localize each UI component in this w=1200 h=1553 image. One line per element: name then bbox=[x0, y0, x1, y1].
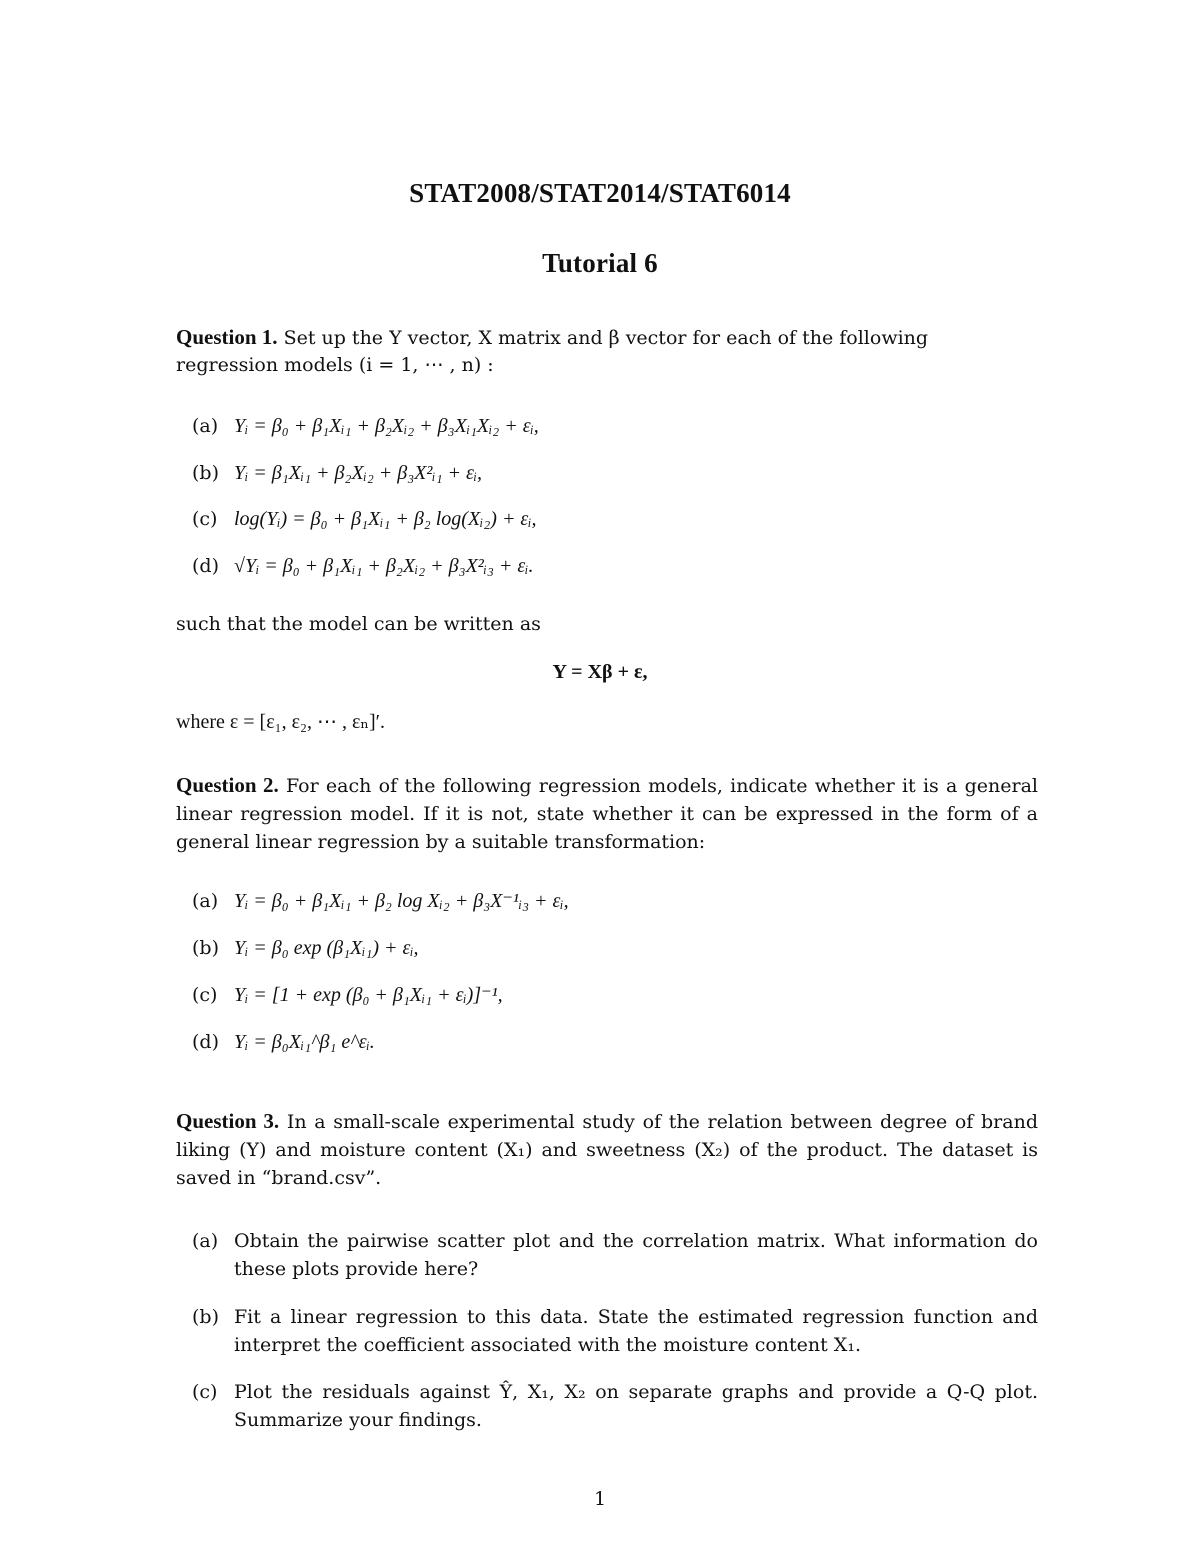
q1-intro bbox=[176, 323, 928, 352]
q1-item-b-label: (b) bbox=[192, 462, 219, 484]
q2-item-d bbox=[192, 1028, 375, 1056]
q2-paragraph bbox=[176, 771, 1038, 856]
q3-paragraph bbox=[176, 1107, 1038, 1192]
q2-item-a bbox=[192, 887, 569, 915]
q1-item-a bbox=[192, 412, 539, 440]
course-title: STAT2008/STAT2014/STAT6014 bbox=[409, 178, 791, 208]
q2-item-d-eq: Yᵢ = β₀Xᵢ₁^β₁ e^εᵢ. bbox=[234, 1031, 375, 1053]
q1-item-c-eq: log(Yᵢ) = β₀ + β₁Xᵢ₁ + β₂ log(Xᵢ₂) + εᵢ, bbox=[234, 508, 537, 530]
q2-item-d-label: (d) bbox=[192, 1031, 219, 1053]
q2-label: Question 2. bbox=[176, 773, 279, 797]
q3-item-a-label: (a) bbox=[192, 1230, 219, 1252]
q1-label: Question 1. bbox=[176, 325, 278, 349]
q2-item-c-eq: Yᵢ = [1 + exp (β₀ + β₁Xᵢ₁ + εᵢ)]⁻¹, bbox=[234, 984, 503, 1006]
q2-text: For each of the following regression models, indicate whether it is a general linear regression model. If it is not, state whether it can be expressed in the form of a general linear regression by a suitable transformation: bbox=[176, 775, 1038, 853]
q3-item-b-label: (b) bbox=[192, 1306, 219, 1328]
q1-item-b-eq: Yᵢ = β₁Xᵢ₁ + β₂Xᵢ₂ + β₃X²ᵢ₁ + εᵢ, bbox=[234, 462, 483, 484]
q1-item-b bbox=[192, 459, 482, 487]
q2-item-a-label: (a) bbox=[192, 890, 219, 912]
q2-item-b-label: (b) bbox=[192, 937, 219, 959]
q3-label: Question 3. bbox=[176, 1109, 280, 1133]
q3-item-a-text: Obtain the pairwise scatter plot and the correlation matrix. What information do these plots provide here? bbox=[234, 1230, 1038, 1280]
q3-text: In a small-scale experimental study of the relation between degree of brand liking (Y) and moisture content (X₁) and sweetness (X₂) of the product. The dataset is saved in “brand.csv”. bbox=[176, 1111, 1038, 1189]
q1-where: where ε = [ε₁, ε₂, ⋯ , εₙ]′. bbox=[176, 711, 386, 733]
q1-model-equation: Y = Xβ + ε, bbox=[552, 661, 648, 683]
q3-item-c-text: Plot the residuals against Ŷ, X₁, X₂ on separate graphs and provide a Q-Q plot. Summarize your findings. bbox=[234, 1381, 1038, 1431]
q1-item-a-label: (a) bbox=[192, 415, 219, 437]
q3-item-b-text: Fit a linear regression to this data. State the estimated regression function and interpret the coefficient associated with the moisture content X₁. bbox=[234, 1306, 1038, 1356]
q1-item-d bbox=[192, 552, 533, 580]
q2-item-c-label: (c) bbox=[192, 984, 218, 1006]
q3-item-c bbox=[192, 1378, 1038, 1434]
tutorial-title: Tutorial 6 bbox=[542, 248, 658, 278]
page-number: 1 bbox=[593, 1488, 607, 1510]
q3-item-b bbox=[192, 1303, 1038, 1359]
q2-item-c bbox=[192, 981, 503, 1009]
q1-intro-line2: regression models (i = 1, ⋯ , n) : bbox=[176, 354, 494, 376]
q1-item-d-eq: √Yᵢ = β₀ + β₁Xᵢ₁ + β₂Xᵢ₂ + β₃X²ᵢ₃ + εᵢ. bbox=[234, 555, 534, 577]
q2-item-b-eq: Yᵢ = β₀ exp (β₁Xᵢ₁) + εᵢ, bbox=[234, 937, 419, 959]
q1-such-that: such that the model can be written as bbox=[176, 613, 541, 635]
q1-item-d-label: (d) bbox=[192, 555, 219, 577]
q1-item-a-eq: Yᵢ = β₀ + β₁Xᵢ₁ + β₂Xᵢ₂ + β₃Xᵢ₁Xᵢ₂ + εᵢ, bbox=[234, 415, 539, 437]
q1-item-c-label: (c) bbox=[192, 508, 218, 530]
q2-item-b bbox=[192, 934, 419, 962]
q3-item-c-label: (c) bbox=[192, 1381, 218, 1403]
q1-intro-line1: Set up the Y vector, X matrix and β vector for each of the following bbox=[283, 327, 929, 349]
q2-item-a-eq: Yᵢ = β₀ + β₁Xᵢ₁ + β₂ log Xᵢ₂ + β₃X⁻¹ᵢ₃ + εᵢ, bbox=[234, 890, 569, 912]
q3-item-a bbox=[192, 1227, 1038, 1283]
q1-item-c bbox=[192, 505, 536, 533]
